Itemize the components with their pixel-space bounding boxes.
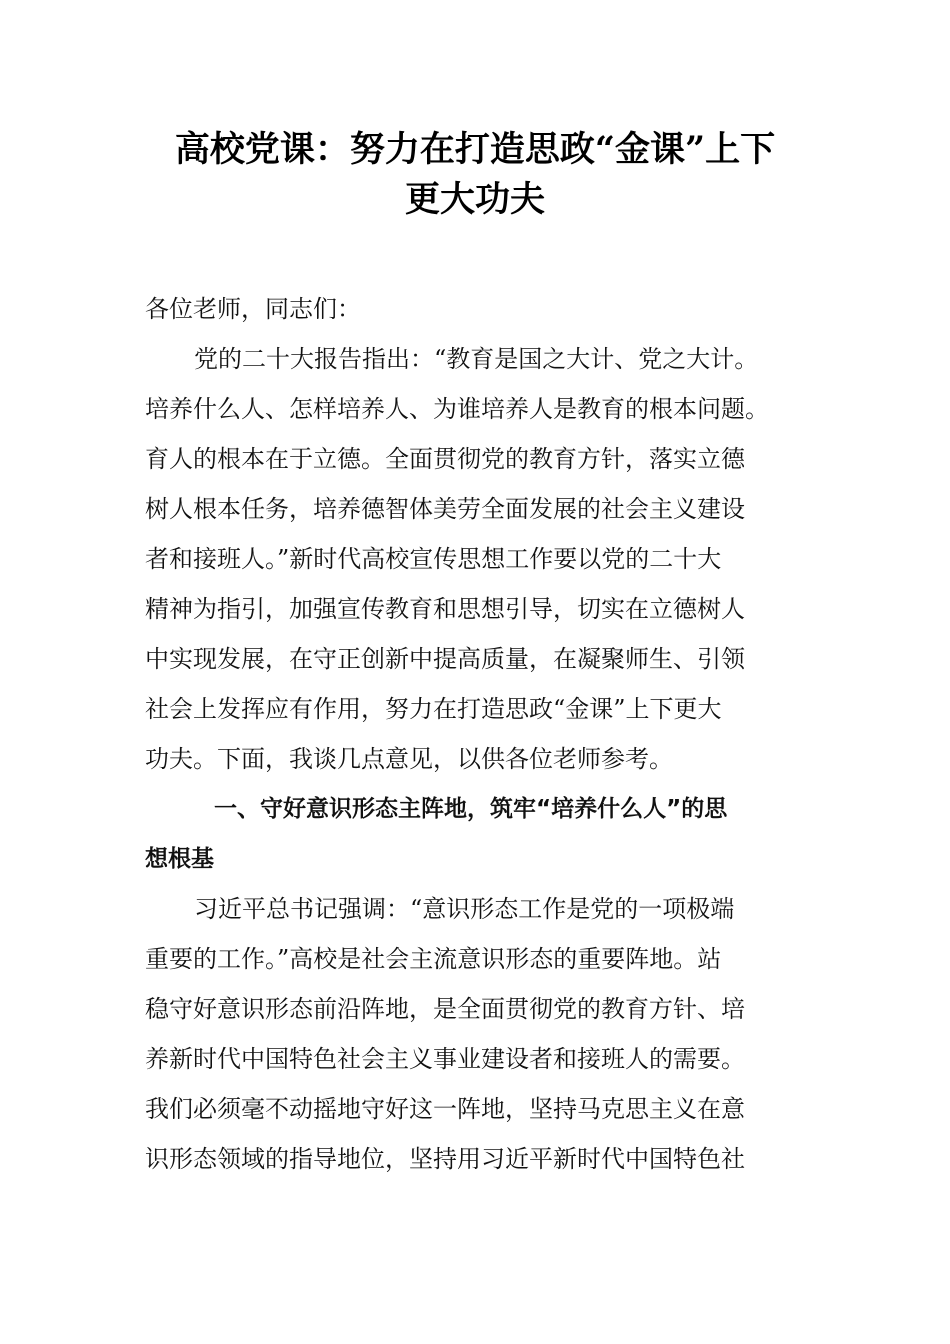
paragraph-line: 者和接班人。”新时代高校宣传思想工作要以党的二十大 (145, 545, 722, 573)
paragraph-line: 树人根本任务，培养德智体美劳全面发展的社会主义建设 (145, 495, 745, 523)
paragraph-line: 社会上发挥应有作用，努力在打造思政“金课”上下更大 (145, 695, 722, 723)
section-heading-line-2: 想根基 (145, 846, 214, 872)
paragraph-line: 识形态领域的指导地位，坚持用习近平新时代中国特色社 (145, 1145, 745, 1173)
document-title-line-1: 高校党课：努力在打造思政“金课”上下 (174, 129, 776, 170)
paragraph-line: 育人的根本在于立德。全面贯彻党的教育方针，落实立德 (145, 445, 745, 473)
paragraph-line: 功夫。下面，我谈几点意见，以供各位老师参考。 (145, 745, 673, 773)
paragraph-line: 稳守好意识形态前沿阵地，是全面贯彻党的教育方针、培 (145, 995, 745, 1023)
paragraph-line: 重要的工作。”高校是社会主流意识形态的重要阵地。站 (145, 945, 722, 973)
paragraph-line: 中实现发展，在守正创新中提高质量，在凝聚师生、引领 (145, 645, 745, 673)
paragraph-line: 精神为指引，加强宣传教育和思想引导，切实在立德树人 (145, 595, 745, 623)
document-title-line-2: 更大功夫 (404, 179, 545, 220)
paragraph-line: 我们必须毫不动摇地守好这一阵地，坚持马克思主义在意 (145, 1095, 745, 1123)
paragraph-line: 党的二十大报告指出：“教育是国之大计、党之大计。 (194, 345, 759, 373)
salutation: 各位老师，同志们： (145, 295, 361, 323)
paragraph-line: 培养什么人、怎样培养人、为谁培养人是教育的根本问题。 (145, 395, 769, 423)
section-heading-line-1: 一、守好意识形态主阵地，筑牢“培养什么人”的思 (214, 796, 728, 822)
paragraph-line: 养新时代中国特色社会主义事业建设者和接班人的需要。 (145, 1045, 745, 1073)
paragraph-line: 习近平总书记强调：“意识形态工作是党的一项极端 (194, 895, 735, 923)
